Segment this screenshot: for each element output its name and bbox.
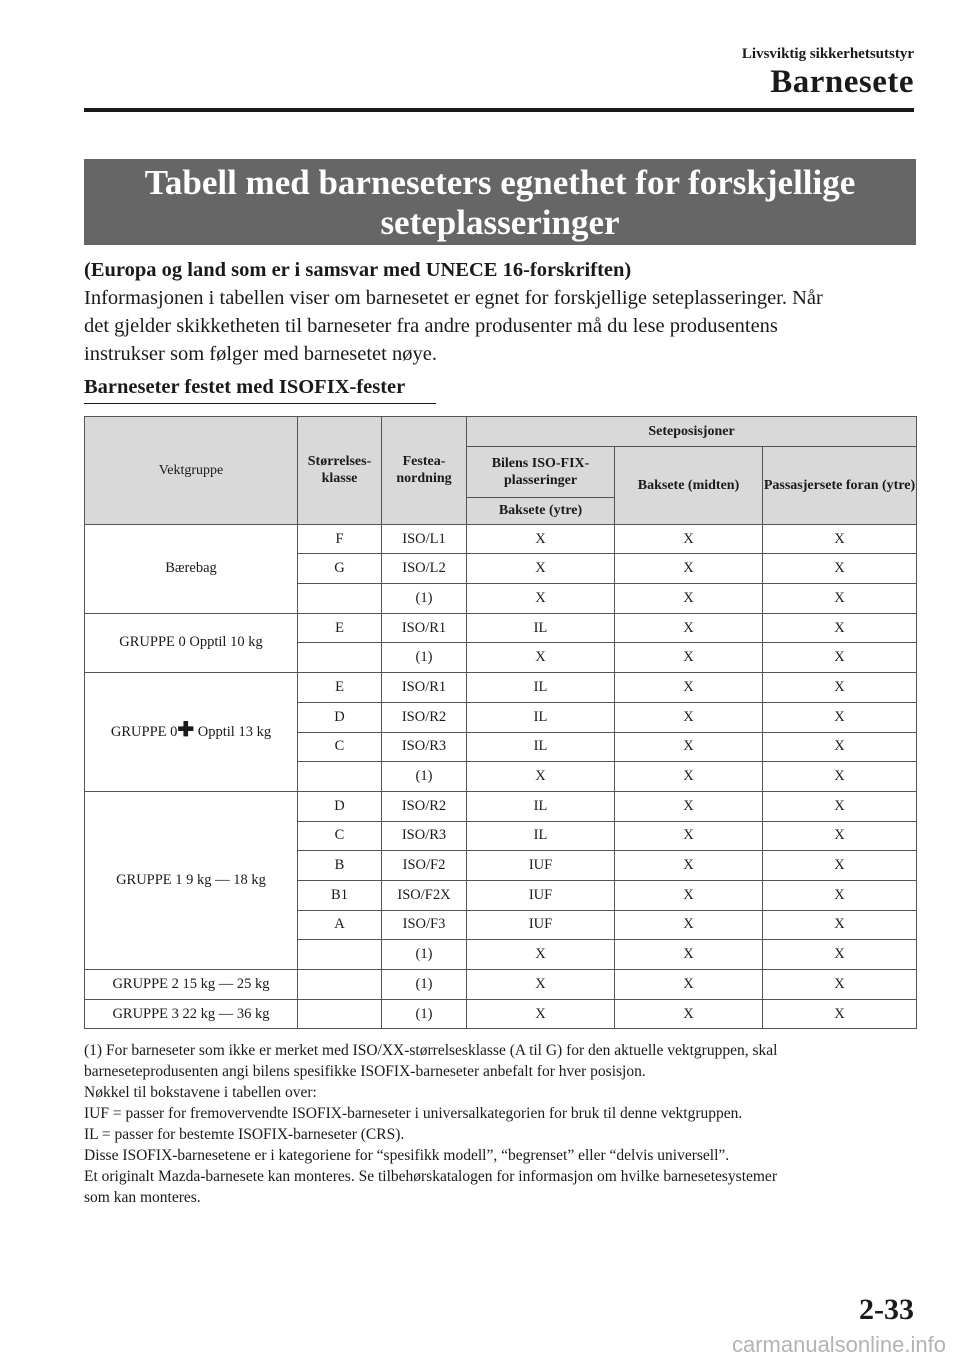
size-class-cell: D <box>298 791 382 821</box>
rear-center-cell: X <box>615 940 763 970</box>
rear-outer-cell: X <box>467 584 615 614</box>
front-passenger-cell: X <box>763 970 917 1000</box>
rear-center-cell: X <box>615 524 763 554</box>
rear-center-cell: X <box>615 554 763 584</box>
size-class-cell: E <box>298 673 382 703</box>
header-rear-center: Baksete (midten) <box>615 446 763 524</box>
front-passenger-cell: X <box>763 999 917 1029</box>
rear-center-cell: X <box>615 970 763 1000</box>
rear-outer-cell: IL <box>467 673 615 703</box>
fixture-cell: ISO/R2 <box>382 702 467 732</box>
size-class-cell: B1 <box>298 880 382 910</box>
header-rear-outer: Baksete (ytre) <box>467 497 615 524</box>
fixture-cell: (1) <box>382 643 467 673</box>
header-seat-positions: Seteposisjoner <box>467 417 917 447</box>
front-passenger-cell: X <box>763 940 917 970</box>
weight-group-cell: GRUPPE 0 Opptil 10 kg <box>85 613 298 672</box>
watermark: carmanualsonline.info <box>731 1332 946 1357</box>
rear-outer-cell: X <box>467 970 615 1000</box>
size-class-cell <box>298 643 382 673</box>
rear-outer-cell: X <box>467 940 615 970</box>
rear-center-cell: X <box>615 851 763 881</box>
rear-center-cell: X <box>615 643 763 673</box>
header-weight-group: Vektgruppe <box>85 417 298 525</box>
rear-outer-cell: X <box>467 524 615 554</box>
size-class-cell: G <box>298 554 382 584</box>
weight-group-cell <box>85 673 298 792</box>
rear-center-cell: X <box>615 999 763 1029</box>
front-passenger-cell: X <box>763 910 917 940</box>
fixture-cell: (1) <box>382 762 467 792</box>
front-passenger-cell: X <box>763 702 917 732</box>
front-passenger-cell: X <box>763 821 917 851</box>
size-class-cell <box>298 940 382 970</box>
size-class-cell <box>298 584 382 614</box>
weight-group-label: Opptil 13 kg <box>194 723 272 740</box>
rear-center-cell: X <box>615 910 763 940</box>
isofix-suitability-table <box>84 416 917 1029</box>
front-passenger-cell: X <box>763 584 917 614</box>
weight-group-label: GRUPPE 0 <box>110 723 178 740</box>
fixture-cell: (1) <box>382 970 467 1000</box>
rear-center-cell: X <box>615 584 763 614</box>
footnote-line: som kan monteres. <box>84 1189 201 1206</box>
footnote-line: IL = passer for bestemte ISOFIX-barneseter (CRS). <box>84 1126 405 1143</box>
isofix-subheading: Barneseter festet med ISOFIX-fester <box>84 376 436 404</box>
size-class-cell <box>298 970 382 1000</box>
size-class-cell: E <box>298 613 382 643</box>
table-row <box>85 673 917 703</box>
rear-outer-cell: IUF <box>467 851 615 881</box>
header-size-class: Størrelses-klasse <box>298 417 382 525</box>
front-passenger-cell: X <box>763 791 917 821</box>
chapter-title: Barnesete <box>770 64 914 100</box>
fixture-cell: ISO/L2 <box>382 554 467 584</box>
page-title-line-2: seteplasseringer <box>380 203 620 242</box>
fixture-cell: ISO/R3 <box>382 732 467 762</box>
weight-group-cell: GRUPPE 2 15 kg — 25 kg <box>85 970 298 1000</box>
rear-center-cell: X <box>615 791 763 821</box>
fixture-cell: ISO/L1 <box>382 524 467 554</box>
fixture-cell: (1) <box>382 940 467 970</box>
rear-outer-cell: IL <box>467 791 615 821</box>
intro-heading: (Europa og land som er i samsvar med UNECE 16-forskriften) <box>84 259 632 281</box>
page-title-banner <box>84 159 916 245</box>
front-passenger-cell: X <box>763 880 917 910</box>
rear-outer-cell: IL <box>467 613 615 643</box>
fixture-cell: ISO/F2X <box>382 880 467 910</box>
rear-outer-cell: IUF <box>467 880 615 910</box>
footnote-line: Et originalt Mazda-barnesete kan monteres. Se tilbehørskatalogen for informasjon om hvilke barnesetesystemer <box>84 1168 777 1185</box>
rear-outer-cell: IL <box>467 732 615 762</box>
page-number: 2-33 <box>859 1293 914 1326</box>
table-row <box>85 613 917 643</box>
rear-center-cell: X <box>615 821 763 851</box>
footnote-line: (1) For barneseter som ikke er merket med ISO/XX-størrelsesklasse (A til G) for den aktuelle vektgruppen, skal <box>84 1042 778 1059</box>
footnote-line: Disse ISOFIX-barnesetene er i kategoriene for “spesifikk modell”, “begrenset” eller “delvis universell”. <box>84 1147 730 1164</box>
front-passenger-cell: X <box>763 673 917 703</box>
size-class-cell: F <box>298 524 382 554</box>
rear-center-cell: X <box>615 613 763 643</box>
weight-group-cell: Bærebag <box>85 524 298 613</box>
front-passenger-cell: X <box>763 613 917 643</box>
footnote-line: Nøkkel til bokstavene i tabellen over: <box>84 1084 317 1101</box>
rear-outer-cell: IUF <box>467 910 615 940</box>
rear-outer-cell: X <box>467 643 615 673</box>
section-title: Livsviktig sikkerhetsutstyr <box>741 46 914 62</box>
weight-group-cell: GRUPPE 1 9 kg — 18 kg <box>85 791 298 969</box>
rear-outer-cell: X <box>467 554 615 584</box>
size-class-cell: C <box>298 732 382 762</box>
front-passenger-cell: X <box>763 851 917 881</box>
rear-center-cell: X <box>615 673 763 703</box>
header-divider <box>84 108 914 112</box>
fixture-cell: ISO/R1 <box>382 673 467 703</box>
rear-outer-cell: IL <box>467 821 615 851</box>
fixture-cell: ISO/R1 <box>382 613 467 643</box>
size-class-cell: B <box>298 851 382 881</box>
intro-text <box>84 256 924 368</box>
size-class-cell: C <box>298 821 382 851</box>
front-passenger-cell: X <box>763 762 917 792</box>
header-front-passenger: Passasjersete foran (ytre) <box>763 446 917 524</box>
size-class-cell <box>298 999 382 1029</box>
rear-outer-cell: IL <box>467 702 615 732</box>
intro-line: instrukser som følger med barnesetet nøye. <box>84 343 437 365</box>
table-row <box>85 524 917 554</box>
fixture-cell: (1) <box>382 999 467 1029</box>
front-passenger-cell: X <box>763 554 917 584</box>
fixture-cell: ISO/R2 <box>382 791 467 821</box>
table-row <box>85 999 917 1029</box>
rear-center-cell: X <box>615 702 763 732</box>
intro-line: Informasjonen i tabellen viser om barnesetet er egnet for forskjellige seteplasseringer. Når <box>84 287 823 309</box>
fixture-cell: ISO/F3 <box>382 910 467 940</box>
header-fixture: Festea-nordning <box>382 417 467 525</box>
size-class-cell: D <box>298 702 382 732</box>
rear-outer-cell: X <box>467 999 615 1029</box>
footnote-line: barneseteprodusenten angi bilens spesifikke ISOFIX-barneseter anbefalt for hver posisjon. <box>84 1063 646 1080</box>
fixture-cell: ISO/R3 <box>382 821 467 851</box>
front-passenger-cell: X <box>763 732 917 762</box>
rear-center-cell: X <box>615 880 763 910</box>
page-title-line-1: Tabell med barneseters egnethet for forskjellige <box>144 163 856 202</box>
footnote-line: IUF = passer for fremovervendte ISOFIX-barneseter i universalkategorien for bruk til denne vektgruppen. <box>84 1105 743 1122</box>
header-isofix-positions: Bilens ISO-FIX-plasseringer <box>467 446 615 497</box>
front-passenger-cell: X <box>763 643 917 673</box>
footnotes <box>84 1040 924 1208</box>
rear-center-cell: X <box>615 732 763 762</box>
size-class-cell <box>298 762 382 792</box>
rear-outer-cell: X <box>467 762 615 792</box>
front-passenger-cell: X <box>763 524 917 554</box>
table-row <box>85 791 917 821</box>
fixture-cell: ISO/F2 <box>382 851 467 881</box>
size-class-cell: A <box>298 910 382 940</box>
plus-icon: ✚ <box>177 718 195 741</box>
table-row <box>85 970 917 1000</box>
weight-group-cell: GRUPPE 3 22 kg — 36 kg <box>85 999 298 1029</box>
intro-line: det gjelder skikketheten til barneseter fra andre produsenter må du lese produsentens <box>84 315 778 337</box>
fixture-cell: (1) <box>382 584 467 614</box>
rear-center-cell: X <box>615 762 763 792</box>
